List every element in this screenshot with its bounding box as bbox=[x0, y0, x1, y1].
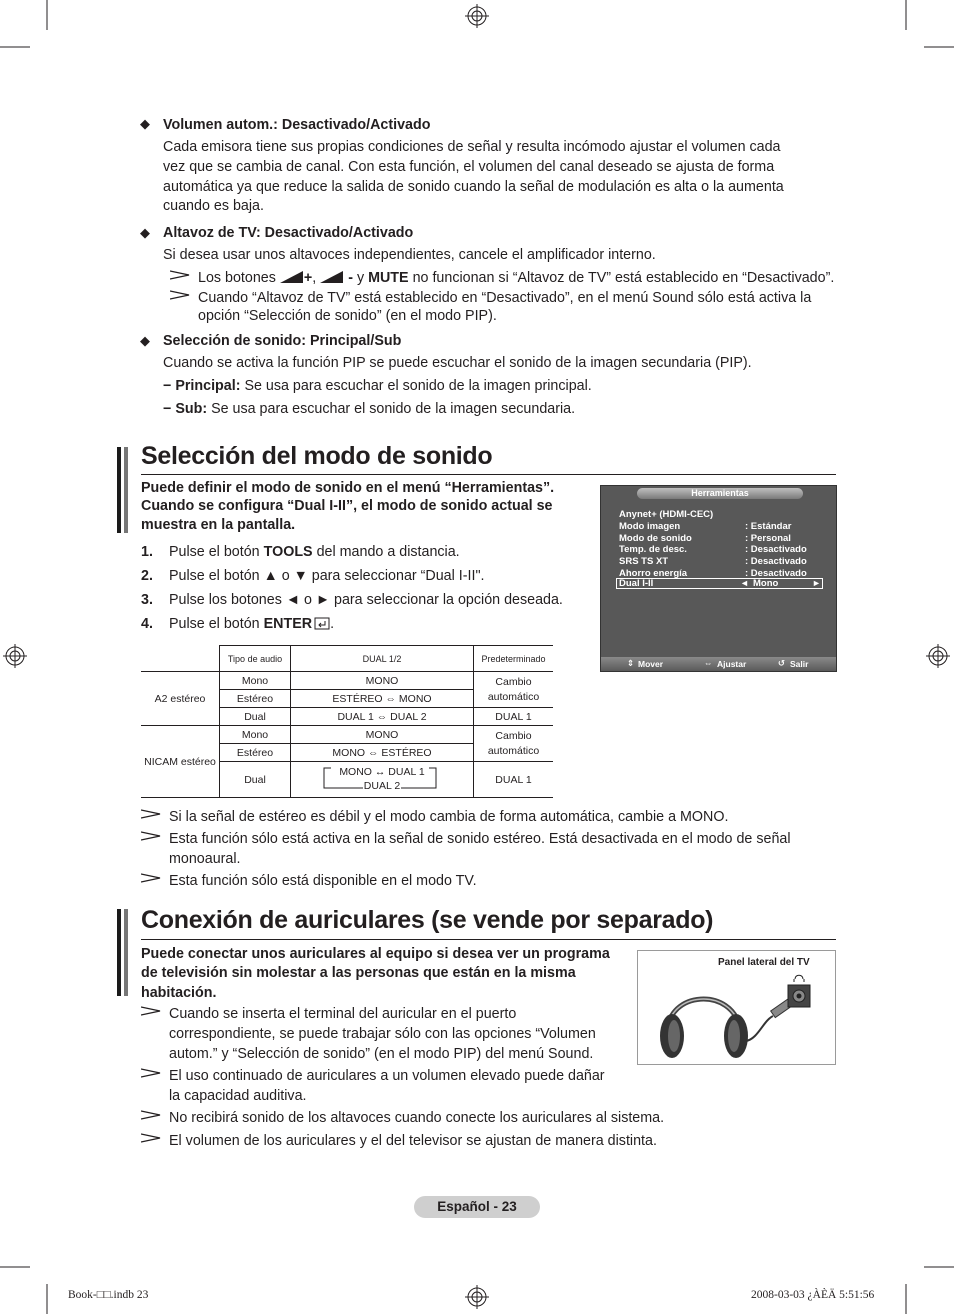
intro-line: de televisión sin molestar a las personas que están en la misma bbox=[141, 965, 576, 981]
table-cell: DUAL 1 bbox=[474, 708, 554, 726]
vol-p4: cuando es baja. bbox=[163, 198, 264, 214]
vol-title: Volumen autom.: Desactivado/Activado bbox=[163, 117, 431, 133]
table-cell: A2 estéreo bbox=[141, 672, 220, 726]
tools-menu-screenshot bbox=[600, 485, 837, 672]
alt-p1: Si desea usar unos altavoces independientes, cancele el amplificador interno. bbox=[163, 247, 656, 263]
footer-file: Book-□□.indb 23 bbox=[68, 1289, 149, 1301]
osd-row-value: : Estándar bbox=[745, 521, 792, 532]
arrow-left-icon: ◄ bbox=[740, 578, 749, 588]
note-text: El volumen de los auriculares y el del televisor se ajustan de manera distinta. bbox=[169, 1133, 657, 1149]
cycle-bracket-icon bbox=[323, 766, 441, 792]
step-text: Pulse el botón TOOLS del mando a distancia. bbox=[169, 544, 460, 560]
volume-down-icon bbox=[320, 270, 344, 284]
cycle-top: MONO ↔ DUAL 1 bbox=[339, 765, 425, 778]
osd-row-value: : Personal bbox=[745, 533, 791, 544]
sel-p1: Cuando se activa la función PIP se puede escuchar el sonido de la imagen secundaria (PIP). bbox=[163, 355, 752, 371]
volume-up-icon bbox=[280, 270, 304, 284]
bullet-diamond-icon: ◆ bbox=[140, 333, 150, 348]
osd-selected-value: Mono bbox=[753, 578, 779, 589]
note-arrow-icon bbox=[141, 831, 161, 841]
table-cell: Estéreo bbox=[220, 690, 291, 708]
leftright-icon: ⇔ bbox=[704, 658, 713, 668]
osd-title: Herramientas bbox=[637, 488, 803, 499]
note-text: Cuando se inserta el terminal del auricular en el puerto bbox=[169, 1006, 517, 1022]
registration-mark-top bbox=[465, 4, 489, 28]
heading-bar bbox=[117, 909, 121, 996]
return-icon: ↺ bbox=[778, 658, 786, 668]
note-arrow-icon bbox=[141, 1133, 161, 1143]
note-text: Si la señal de estéreo es débil y el modo cambia de forma automática, cambie a MONO. bbox=[169, 809, 729, 825]
step-number: 2. bbox=[141, 568, 153, 584]
sel-title: Selección de sonido: Principal/Sub bbox=[163, 333, 402, 349]
osd-row-label: Anynet+ (HDMI-CEC) bbox=[619, 509, 714, 520]
section-heading: Selección del modo de sonido bbox=[141, 442, 493, 470]
osd-row-value: : Desactivado bbox=[745, 544, 807, 555]
table-cell: DUAL 1 ⇔ DUAL 2 bbox=[291, 708, 474, 726]
footer-datetime: 2008-03-03 ¿ÀÈÄ 5:51:56 bbox=[751, 1289, 875, 1301]
vol-p2: vez que se cambia de canal. Con esta función, el volumen del canal deseado se ajusta de forma bbox=[163, 159, 775, 175]
table-cell: Mono bbox=[220, 726, 291, 744]
sel-principal: − Principal: Se usa para escuchar el sonido de la imagen principal. bbox=[163, 378, 592, 394]
osd-row-label: Modo imagen bbox=[619, 521, 681, 532]
headphone-illustration bbox=[637, 950, 836, 1065]
osd-row-label: Temp. de desc. bbox=[619, 544, 687, 555]
table-header: Tipo de audio bbox=[220, 646, 291, 672]
note-arrow-icon bbox=[141, 873, 161, 883]
intro-line: Puede definir el modo de sonido en el menú “Herramientas”. bbox=[141, 480, 555, 496]
intro-line: muestra en la pantalla. bbox=[141, 517, 296, 533]
note-arrow-icon bbox=[170, 290, 190, 300]
heading-bar bbox=[124, 447, 128, 533]
table-cell: Estéreo bbox=[220, 744, 291, 762]
registration-mark-bottom bbox=[465, 1285, 489, 1309]
step-text: Pulse los botones ◄ o ► para seleccionar la opción deseada. bbox=[169, 592, 563, 608]
note-text: Esta función sólo está activa en la señal de sonido estéreo. Está desactivada en el modo de señal bbox=[169, 831, 791, 847]
table-cell: MONO ⇔ ESTÉREO bbox=[291, 744, 474, 762]
osd-row-value: : Desactivado bbox=[745, 568, 807, 579]
intro-line: Puede conectar unos auriculares al equipo si desea ver un programa bbox=[141, 946, 610, 962]
note-text: El uso continuado de auriculares a un volumen elevado puede dañar bbox=[169, 1068, 605, 1084]
note-arrow-icon bbox=[141, 809, 161, 819]
step-text: Pulse el botón ENTER . bbox=[169, 616, 335, 632]
sel-sub: − Sub: Se usa para escuchar el sonido de la imagen secundaria. bbox=[163, 401, 576, 417]
note-text: autom.” y “Selección de sonido” (en el modo PIP) del menú Sound. bbox=[169, 1046, 594, 1062]
bullet-diamond-icon: ◆ bbox=[140, 116, 150, 131]
osd-bottom-bar bbox=[601, 657, 836, 671]
table-cell: Mono bbox=[220, 672, 291, 690]
table-cell: ESTÉREO ⇔ MONO bbox=[291, 690, 474, 708]
registration-mark-right bbox=[926, 644, 950, 668]
alt-title: Altavoz de TV: Desactivado/Activado bbox=[163, 225, 414, 241]
note-text: Esta función sólo está disponible en el modo TV. bbox=[169, 873, 477, 889]
intro-line: Cuando se configura “Dual I-II”, el modo de sonido actual se bbox=[141, 498, 553, 514]
osd-row-label: Ahorro energía bbox=[619, 568, 688, 579]
table-cell: DUAL 1 bbox=[474, 762, 554, 798]
osd-selected-row bbox=[616, 578, 823, 589]
intro-line: habitación. bbox=[141, 985, 217, 1001]
table-cell: MONO bbox=[291, 726, 474, 744]
osd-move: Mover bbox=[638, 659, 664, 669]
page-number-badge: Español - 23 bbox=[414, 1196, 540, 1218]
vol-p1: Cada emisora tiene sus propias condiciones de señal y resulta incómodo ajustar el volumen cada bbox=[163, 139, 781, 155]
registration-mark-left bbox=[3, 644, 27, 668]
step-number: 3. bbox=[141, 592, 153, 608]
step-number: 1. bbox=[141, 544, 153, 560]
note-arrow-icon bbox=[141, 1068, 161, 1078]
alt-note2-l2: opción “Selección de sonido” (en el modo PIP). bbox=[198, 308, 497, 324]
note-text: correspondiente, se puede trabajar sólo con las opciones “Volumen bbox=[169, 1026, 596, 1042]
table-cell: NICAM estéreo bbox=[141, 726, 220, 798]
alt-note1: Los botones +, - y MUTE no funcionan si “Altavoz de TV” está establecido en “Desactivado”. bbox=[198, 270, 835, 286]
bullet-diamond-icon: ◆ bbox=[140, 225, 150, 240]
osd-exit: Salir bbox=[790, 659, 809, 669]
osd-row-label: Modo de sonido bbox=[619, 533, 692, 544]
headphones-icon bbox=[638, 971, 835, 1064]
osd-row-value: : Desactivado bbox=[745, 556, 807, 567]
table-header: DUAL 1/2 bbox=[291, 646, 474, 672]
table-header: Predeterminado bbox=[474, 646, 554, 672]
step-text: Pulse el botón ▲ o ▼ para seleccionar “Dual I-II". bbox=[169, 568, 485, 584]
note-text: monoaural. bbox=[169, 851, 241, 867]
note-arrow-icon bbox=[141, 1006, 161, 1016]
table-cell-cycle bbox=[291, 762, 474, 798]
table-cell: Cambio automático bbox=[474, 672, 554, 708]
osd-row-label: SRS TS XT bbox=[619, 556, 669, 567]
alt-note2-l1: Cuando “Altavoz de TV” está establecido en “Desactivado”, en el menú Sound sólo está activa la bbox=[198, 290, 812, 306]
enter-icon bbox=[314, 617, 330, 630]
panel-label: Panel lateral del TV bbox=[718, 957, 810, 968]
arrow-right-icon: ► bbox=[812, 578, 821, 588]
sound-mode-table bbox=[141, 645, 553, 798]
vol-p3: automática ya que reduce la salida de sonido cuando la señal de modulación es alta o la aumenta bbox=[163, 179, 784, 195]
table-cell: Dual bbox=[220, 708, 291, 726]
table-cell: Cambio automático bbox=[474, 726, 554, 762]
updown-icon: ⇕ bbox=[627, 658, 635, 668]
osd-selected-label: Dual I-II bbox=[619, 578, 654, 589]
note-arrow-icon bbox=[141, 1110, 161, 1120]
note-text: No recibirá sonido de los altavoces cuando conecte los auriculares al sistema. bbox=[169, 1110, 665, 1126]
heading-rule bbox=[141, 474, 836, 475]
table-cell: Dual bbox=[220, 762, 291, 798]
cycle-bottom: DUAL 2 bbox=[363, 779, 401, 792]
heading-bar bbox=[124, 909, 128, 996]
step-number: 4. bbox=[141, 616, 153, 632]
note-text: la capacidad auditiva. bbox=[169, 1088, 307, 1104]
heading-bar bbox=[117, 447, 121, 533]
osd-adjust: Ajustar bbox=[717, 659, 747, 669]
note-arrow-icon bbox=[170, 270, 190, 280]
table-cell: MONO bbox=[291, 672, 474, 690]
section-heading: Conexión de auriculares (se vende por separado) bbox=[141, 906, 714, 934]
heading-rule bbox=[141, 939, 836, 940]
